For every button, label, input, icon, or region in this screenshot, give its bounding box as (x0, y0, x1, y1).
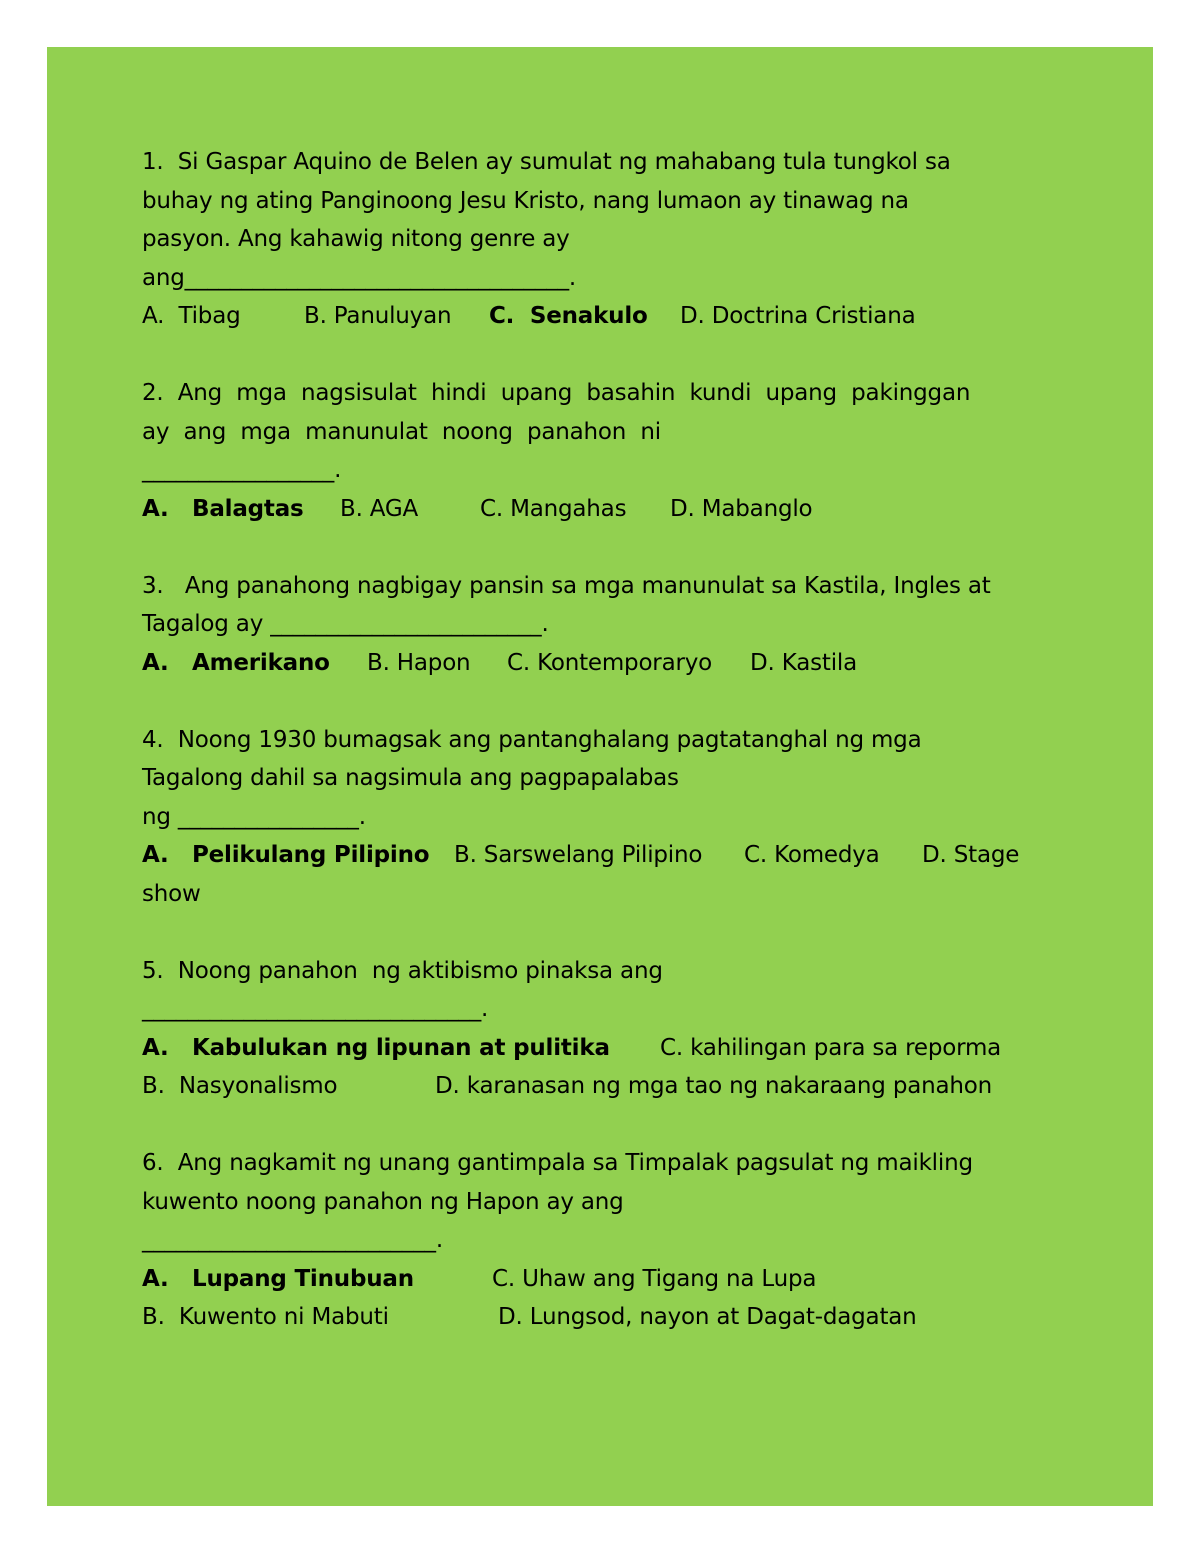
question-3 (142, 567, 1082, 683)
option-d: D. Kastila (750, 649, 857, 676)
option-c: C. Uhaw ang Tigang na Lupa (492, 1265, 817, 1292)
question-list (142, 143, 1082, 1337)
question-text: 6. Ang nagkamit ng unang gantimpala sa Timpalak pagsulat ng maikling (142, 1150, 973, 1176)
question-text: 5. Noong panahon ng aktibismo pinaksa ang (142, 957, 663, 984)
question-6 (142, 1144, 1082, 1337)
option-b: B. Sarswelang Pilipino (454, 842, 703, 868)
option-b: B. Panuluyan (304, 303, 452, 329)
options-row (142, 490, 1082, 529)
answer-blank: __________________________ (142, 1227, 436, 1253)
question-text: 4. Noong 1930 bumagsak ang pantanghalang pagtatanghal ng mga (142, 726, 922, 753)
blank-prefix: Tagalog ay (142, 611, 271, 637)
option-c-answer: C. Senakulo (489, 303, 648, 329)
answer-blank: ________________________ (270, 611, 542, 637)
blank-suffix: . (481, 996, 489, 1022)
question-2 (142, 374, 1082, 528)
question-text: 3. Ang panahong nagbigay pansin sa mga manunulat sa Kastila, Ingles at (142, 572, 991, 599)
question-1 (142, 143, 1082, 336)
answer-blank: ______________________________ (142, 996, 482, 1022)
question-5 (142, 952, 1082, 1106)
blank-suffix: . (541, 611, 549, 637)
options-row (142, 644, 1082, 683)
blank-suffix: . (435, 1227, 443, 1253)
answer-blank-line (142, 451, 1082, 490)
answer-blank-line (142, 990, 1082, 1029)
blank-suffix: . (334, 457, 342, 483)
worksheet-page (47, 47, 1153, 1506)
answer-blank: ________________ (177, 803, 359, 830)
blank-suffix: . (358, 803, 366, 830)
answer-blank-line (142, 798, 1082, 837)
answer-blank: _________________ (142, 457, 335, 483)
question-text: 2. Ang mga nagsisulat hindi upang basahin kundi upang pakinggan (142, 380, 971, 406)
option-d: D. karanasan ng mga tao ng nakaraang panahon (435, 1073, 993, 1099)
option-c: C. kahilingan para sa reporma (660, 1034, 1002, 1061)
question-4 (142, 721, 1082, 914)
option-d: D. Doctrina Cristiana (680, 303, 916, 329)
option-d-continuation: show (142, 880, 201, 907)
options-row (142, 836, 1082, 875)
answer-blank-line (142, 259, 1082, 298)
blank-prefix: ang (142, 264, 185, 291)
question-text: pasyon. Ang kahawig nitong genre ay (142, 226, 570, 252)
option-c: C. Mangahas (480, 495, 627, 522)
question-text: kuwento noong panahon ng Hapon ay ang (142, 1188, 624, 1215)
blank-prefix: ng (142, 803, 178, 830)
question-text: Tagalong dahil sa nagsimula ang pagpapalabas (142, 765, 679, 791)
options-row (142, 297, 1082, 336)
answer-blank-line (142, 605, 1082, 644)
option-a-answer: A. Amerikano (142, 649, 330, 676)
option-c: C. Komedya (744, 842, 880, 868)
option-a-answer: A. Balagtas (142, 495, 304, 522)
options-row (142, 1029, 1082, 1068)
question-text: 1. Si Gaspar Aquino de Belen ay sumulat ng mahabang tula tungkol sa (142, 149, 951, 175)
blank-suffix: . (568, 264, 576, 291)
option-d: D. Mabanglo (670, 495, 813, 522)
question-text: buhay ng ating Panginoong Jesu Kristo, nang lumaon ay tinawag na (142, 187, 909, 214)
option-a: A. Tibag (142, 303, 241, 329)
option-d: D. Stage (922, 842, 1020, 868)
option-c: C. Kontemporaryo (507, 649, 713, 676)
option-a-answer: A. Pelikulang Pilipino (142, 842, 430, 868)
option-a-answer: A. Kabulukan ng lipunan at pulitika (142, 1034, 610, 1061)
option-b: B. Kuwento ni Mabuti (142, 1304, 389, 1330)
answer-blank-line (142, 1221, 1082, 1260)
option-d: D. Lungsod, nayon at Dagat-dagatan (498, 1304, 917, 1330)
options-row (142, 1298, 1082, 1337)
option-b: B. Hapon (367, 649, 471, 676)
option-b: B. AGA (340, 495, 419, 522)
option-b: B. Nasyonalismo (142, 1073, 338, 1099)
option-a-answer: A. Lupang Tinubuan (142, 1265, 414, 1292)
options-row (142, 1260, 1082, 1299)
answer-blank: __________________________________ (184, 264, 569, 291)
options-row (142, 1067, 1082, 1106)
question-text: ay ang mga manunulat noong panahon ni (142, 418, 661, 445)
